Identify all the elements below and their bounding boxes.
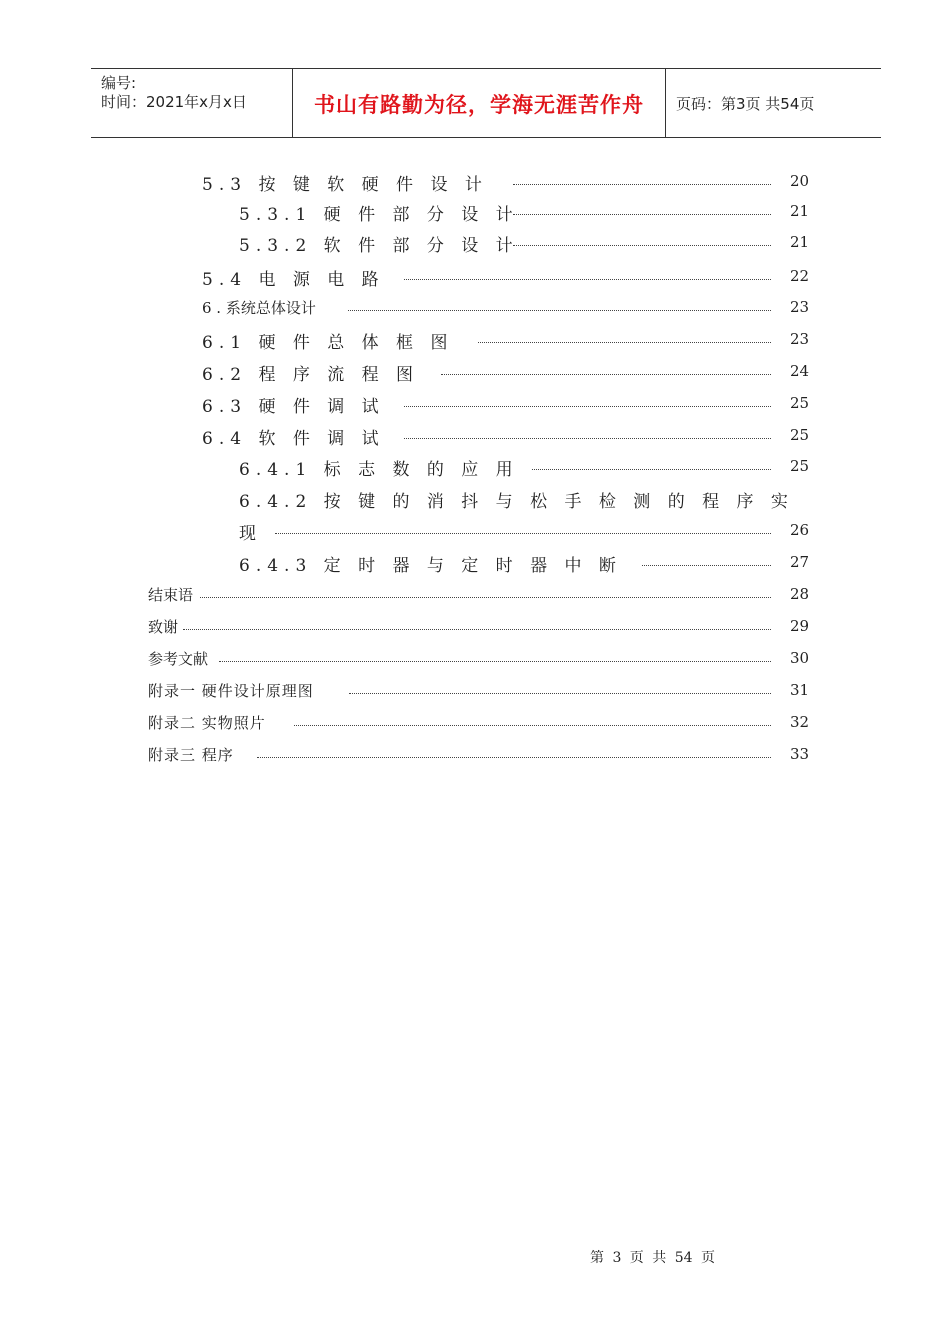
- toc-leader-dots: [513, 214, 771, 215]
- toc-entry-label: 结束语: [148, 586, 194, 604]
- toc-entry-label: 5.3 按 键 软 硬 件 设 计: [202, 175, 488, 195]
- toc-leader-dots: [183, 629, 771, 630]
- toc-entry-label: 附录三 程序: [148, 746, 234, 764]
- toc-entry-page: 23: [790, 298, 810, 316]
- toc-leader-dots: [513, 184, 771, 185]
- toc-entry-label: 6.3 硬 件 调 试: [202, 397, 385, 417]
- toc-entry-page: 32: [790, 713, 810, 731]
- toc-entry-page: 26: [790, 521, 810, 539]
- toc-entry-page: 25: [790, 394, 810, 412]
- toc-entry-page: 25: [790, 426, 810, 444]
- toc-entry[interactable]: [0, 583, 950, 605]
- toc-entry-label: 5.3.1 硬 件 部 分 设 计: [239, 205, 519, 225]
- toc-entry[interactable]: [0, 360, 950, 385]
- toc-leader-dots: [642, 565, 771, 566]
- toc-entry-label: 附录一 硬件设计原理图: [148, 682, 314, 700]
- toc-entry-page: 25: [790, 457, 810, 475]
- toc-leader-dots: [294, 725, 771, 726]
- toc-entry-page: 24: [790, 362, 810, 380]
- toc-entry[interactable]: [0, 424, 950, 449]
- toc-leader-dots: [441, 374, 771, 375]
- toc-leader-dots: [513, 245, 771, 246]
- toc-leader-dots: [532, 469, 771, 470]
- document-header: [91, 68, 881, 138]
- toc-entry[interactable]: [0, 551, 950, 576]
- toc-entry[interactable]: [0, 392, 950, 417]
- toc-entry[interactable]: [0, 170, 950, 195]
- toc-entry-page: 22: [790, 267, 810, 285]
- header-meta-cell: [91, 69, 293, 137]
- toc-entry[interactable]: [0, 328, 950, 353]
- toc-entry[interactable]: [0, 200, 950, 225]
- toc-entry-label: 6.4.1 标 志 数 的 应 用: [239, 460, 519, 480]
- toc-leader-dots: [275, 533, 771, 534]
- toc-entry[interactable]: [0, 487, 950, 544]
- toc-leader-dots: [404, 279, 771, 280]
- toc-entry-label-line2: 现: [239, 524, 256, 544]
- toc-entry[interactable]: [0, 647, 950, 669]
- serial-label: 编号:: [101, 74, 137, 92]
- toc-entry[interactable]: [0, 743, 950, 765]
- toc-entry[interactable]: [0, 296, 950, 318]
- toc-entry-page: 31: [790, 681, 810, 699]
- toc-entry[interactable]: [0, 455, 950, 480]
- toc-entry-page: 29: [790, 617, 810, 635]
- toc-entry-page: 33: [790, 745, 810, 763]
- toc-entry-page: 20: [790, 172, 810, 190]
- toc-entry-label: 参考文献: [148, 650, 209, 668]
- toc-entry-label: 6.2 程 序 流 程 图: [202, 365, 420, 385]
- toc-leader-dots: [219, 661, 771, 662]
- toc-leader-dots: [348, 310, 771, 311]
- toc-entry[interactable]: [0, 679, 950, 701]
- toc-entry-label: 6.4.3 定 时 器 与 定 时 器 中 断: [239, 556, 622, 576]
- toc-entry-label: 6 . 系统总体设计: [202, 299, 316, 317]
- toc-entry-page: 28: [790, 585, 810, 603]
- toc-entry-page: 23: [790, 330, 810, 348]
- time-label: 时间：2021年x月x日: [101, 93, 247, 111]
- toc-entry[interactable]: [0, 231, 950, 256]
- toc-entry-label-line1: 6.4.2 按 键 的 消 抖 与 松 手 检 测 的 程 序 实: [239, 492, 794, 512]
- toc-leader-dots: [257, 757, 771, 758]
- toc-leader-dots: [404, 406, 771, 407]
- toc-entry[interactable]: [0, 265, 950, 290]
- toc-entry-page: 27: [790, 553, 810, 571]
- header-page-cell: [666, 69, 881, 137]
- toc-entry-label: 致谢: [148, 618, 179, 636]
- toc-leader-dots: [478, 342, 771, 343]
- page-code: 页码：第3页 共54页: [676, 95, 815, 113]
- motto-text: 书山有路勤为径，学海无涯苦作舟: [314, 93, 644, 117]
- toc-entry-label: 5.3.2 软 件 部 分 设 计: [239, 236, 519, 256]
- toc-entry-page: 21: [790, 202, 810, 220]
- toc-leader-dots: [349, 693, 771, 694]
- header-motto-cell: [293, 69, 666, 137]
- toc-entry[interactable]: [0, 615, 950, 637]
- toc-entry-label: 6.1 硬 件 总 体 框 图: [202, 333, 454, 353]
- toc-entry-label: 5.4 电 源 电 路: [202, 270, 385, 290]
- toc-entry-page: 21: [790, 233, 810, 251]
- toc-leader-dots: [404, 438, 771, 439]
- toc-entry-page: 30: [790, 649, 810, 667]
- toc-entry-label: 附录二 实物照片: [148, 714, 266, 732]
- toc-entry-label: 6.4 软 件 调 试: [202, 429, 385, 449]
- toc-entry[interactable]: [0, 711, 950, 733]
- toc-leader-dots: [200, 597, 771, 598]
- page-footer: 第 3 页 共 54 页: [590, 1250, 715, 1266]
